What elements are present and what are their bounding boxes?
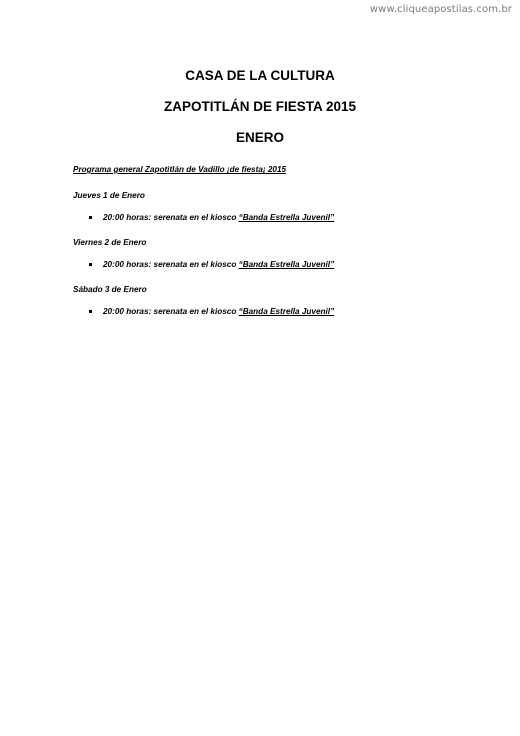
square-bullet-icon — [89, 216, 92, 219]
event-item — [73, 306, 473, 318]
program-title: Programa general Zapotitlán de Vadillo ¡de fiesta¡ 2015 — [73, 165, 287, 174]
event-text: 20:00 horas: serenata en el kiosco — [103, 260, 239, 269]
program-content — [73, 164, 473, 331]
heading-casa-de-la-cultura: CASA DE LA CULTURA — [185, 68, 335, 83]
heading-zapotitlan-de-fiesta: ZAPOTITLÁN DE FIESTA 2015 — [163, 99, 357, 114]
event-item — [73, 259, 473, 271]
event-item — [73, 212, 473, 224]
event-list — [73, 212, 473, 224]
event-text: 20:00 horas: serenata en el kiosco — [103, 307, 239, 316]
heading-month: ENERO — [235, 130, 284, 145]
event-band-name: “Banda Estrella Juvenil” — [238, 213, 335, 222]
event-list — [73, 306, 473, 318]
day-label: Sábado 3 de Enero — [73, 285, 147, 294]
square-bullet-icon — [89, 310, 92, 313]
event-band-name: “Banda Estrella Juvenil” — [238, 260, 335, 269]
event-band-name: “Banda Estrella Juvenil” — [238, 307, 335, 316]
event-list — [73, 259, 473, 271]
day-label: Viernes 2 de Enero — [73, 238, 147, 247]
square-bullet-icon — [89, 263, 92, 266]
document-headings — [0, 66, 520, 148]
day-label: Jueves 1 de Enero — [73, 191, 145, 200]
event-text: 20:00 horas: serenata en el kiosco — [103, 213, 239, 222]
watermark-url: www.cliqueapostilas.com.br — [369, 4, 512, 15]
